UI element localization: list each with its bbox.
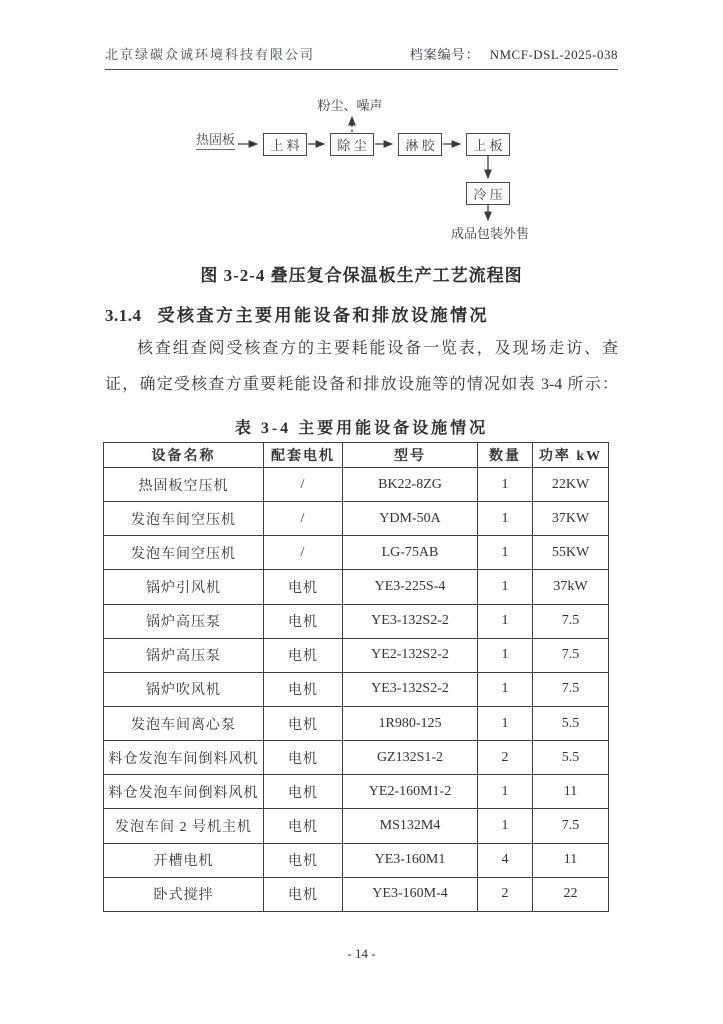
table-row [104, 570, 609, 604]
table-cell: / [264, 468, 343, 502]
archive-value: NMCF-DSL-2025-038 [489, 47, 618, 62]
table-cell: 7.5 [533, 672, 609, 706]
table-cell: YE3-132S2-2 [343, 604, 478, 638]
paragraph-line-1: 核查组查阅受核查方的主要耗能设备一览表，及现场走访、查 [137, 340, 618, 357]
table-cell: 电机 [264, 809, 343, 843]
table-cell: 锅炉吹风机 [104, 672, 264, 706]
table-cell: YE3-132S2-2 [343, 672, 478, 706]
header-model: 型号 [343, 443, 478, 468]
table-cell: YE2-132S2-2 [343, 638, 478, 672]
table-cell: 1 [478, 809, 533, 843]
table-cell: 37KW [533, 502, 609, 536]
flowchart-output-label: 成品包装外售 [450, 226, 529, 241]
table-cell: MS132M4 [343, 809, 478, 843]
table-cell: 7.5 [533, 604, 609, 638]
table-cell: 开槽电机 [104, 843, 264, 877]
table-cell: 4 [478, 843, 533, 877]
page-number: - 14 - [347, 946, 376, 961]
flowchart-box-loading: 上 料 [263, 133, 307, 156]
table-cell: 1R980-125 [343, 706, 478, 740]
archive-number [410, 44, 618, 63]
table-cell: 1 [478, 570, 533, 604]
table-cell: 7.5 [533, 809, 609, 843]
equipment-table [103, 442, 609, 912]
table-cell: 电机 [264, 843, 343, 877]
table-row [104, 775, 609, 809]
table-cell: 1 [478, 536, 533, 570]
archive-label: 档案编号： [409, 47, 480, 62]
table-cell: 1 [478, 502, 533, 536]
table-cell: 料仓发泡车间倒料风机 [104, 775, 264, 809]
table-cell: 1 [478, 604, 533, 638]
figure-caption: 图 3-2-4 叠压复合保温板生产工艺流程图 [200, 266, 523, 285]
section-title: 受核查方主要用能设备和排放设施情况 [157, 306, 489, 325]
table-header-row [104, 443, 609, 468]
table-cell: / [264, 502, 343, 536]
flowchart-input-label: 热固板 [196, 129, 235, 150]
page-header [105, 44, 618, 70]
table-cell: YDM-50A [343, 502, 478, 536]
table-cell: 电机 [264, 604, 343, 638]
table-cell: 电机 [264, 638, 343, 672]
table-row [104, 809, 609, 843]
table-row [104, 672, 609, 706]
table-cell: GZ132S1-2 [343, 741, 478, 775]
table-cell: 电机 [264, 672, 343, 706]
flowchart-box-gluing: 淋 胶 [398, 133, 442, 156]
table-cell: YE3-225S-4 [343, 570, 478, 604]
table-cell: YE3-160M-4 [343, 877, 478, 911]
process-flowchart [0, 95, 723, 245]
paragraph-line-2: 证，确定受核查方重要耗能设备和排放设施等的情况如表 3-4 所示： [105, 376, 618, 393]
table-cell: 热固板空压机 [104, 468, 264, 502]
table-row [104, 502, 609, 536]
table-cell: 电机 [264, 741, 343, 775]
table-row [104, 638, 609, 672]
table-cell: 11 [533, 775, 609, 809]
table-row [104, 741, 609, 775]
table-cell: 锅炉高压泵 [104, 604, 264, 638]
table-cell: YE2-160M1-2 [343, 775, 478, 809]
table-row [104, 536, 609, 570]
table-caption: 表 3-4 主要用能设备设施情况 [234, 420, 489, 437]
table-cell: 电机 [264, 706, 343, 740]
table-cell: / [264, 536, 343, 570]
body-paragraph [105, 331, 618, 403]
flowchart-box-cold-press: 冷 压 [466, 182, 510, 205]
table-cell: 7.5 [533, 638, 609, 672]
table-cell: 锅炉高压泵 [104, 638, 264, 672]
table-cell: 55KW [533, 536, 609, 570]
table-cell: 5.5 [533, 741, 609, 775]
section-heading [105, 301, 489, 326]
table-cell: LG-75AB [343, 536, 478, 570]
table-cell: 1 [478, 775, 533, 809]
header-quantity: 数量 [478, 443, 533, 468]
table-cell: 1 [478, 638, 533, 672]
table-row [104, 843, 609, 877]
table-cell: 卧式搅拌 [104, 877, 264, 911]
table-cell: 22 [533, 877, 609, 911]
table-cell: 22KW [533, 468, 609, 502]
company-name: 北京绿碳众诚环境科技有限公司 [105, 47, 316, 62]
table-cell: 发泡车间离心泵 [104, 706, 264, 740]
table-cell: 37kW [533, 570, 609, 604]
table-cell: 发泡车间空压机 [104, 536, 264, 570]
table-cell: 1 [478, 468, 533, 502]
table-cell: 发泡车间空压机 [104, 502, 264, 536]
section-number: 3.1.4 [105, 306, 142, 325]
header-motor: 配套电机 [264, 443, 343, 468]
flowchart-box-boarding: 上 板 [466, 133, 510, 156]
header-equipment-name: 设备名称 [104, 443, 264, 468]
flowchart-emission-label: 粉尘、噪声 [317, 98, 383, 113]
table-cell: 电机 [264, 775, 343, 809]
header-power: 功率 kW [533, 443, 609, 468]
table-row [104, 604, 609, 638]
table-row [104, 877, 609, 911]
table-cell: 1 [478, 672, 533, 706]
table-cell: BK22-8ZG [343, 468, 478, 502]
table-cell: 11 [533, 843, 609, 877]
flowchart-box-dedusting: 除 尘 [330, 133, 374, 156]
table-cell: YE3-160M1 [343, 843, 478, 877]
table-cell: 电机 [264, 570, 343, 604]
table-cell: 1 [478, 706, 533, 740]
table-cell: 料仓发泡车间倒料风机 [104, 741, 264, 775]
table-cell: 锅炉引风机 [104, 570, 264, 604]
table-cell: 电机 [264, 877, 343, 911]
table-row [104, 706, 609, 740]
table-cell: 发泡车间 2 号机主机 [104, 809, 264, 843]
table-cell: 2 [478, 741, 533, 775]
table-cell: 5.5 [533, 706, 609, 740]
flowchart-arrows [0, 95, 723, 245]
table-row [104, 468, 609, 502]
table-cell: 2 [478, 877, 533, 911]
